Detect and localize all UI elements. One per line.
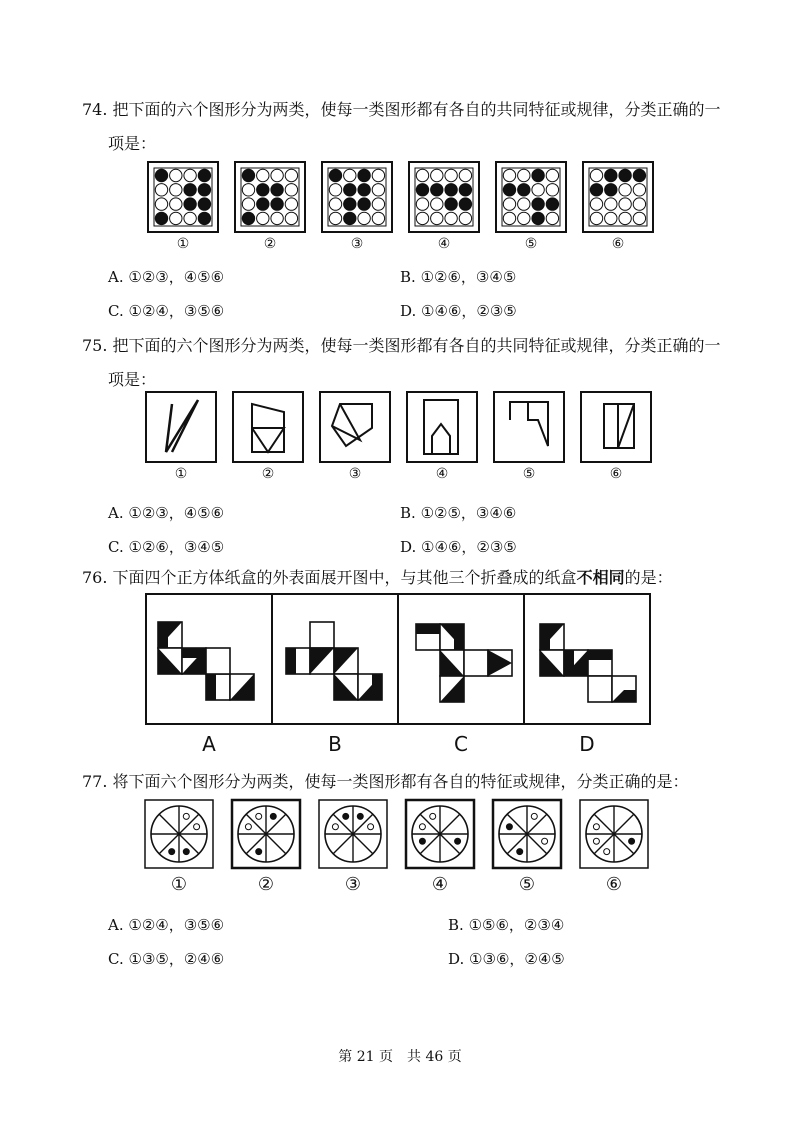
empty-dot bbox=[430, 813, 436, 819]
q75-option-c[interactable]: C. ①②⑥，③④⑤ bbox=[108, 538, 225, 556]
empty-dot bbox=[332, 824, 338, 830]
q74-stem: 把下面的六个图形分为两类，使每一类图形都有各自的共同特征或规律，分类正确的一 bbox=[112, 100, 721, 119]
q75-stem-end: 项是： bbox=[108, 370, 157, 389]
filled-dot bbox=[629, 838, 635, 844]
filled-dot bbox=[343, 813, 349, 819]
q76-stem-end: 的是： bbox=[624, 568, 673, 587]
q77-fig1 bbox=[145, 800, 213, 868]
q75-fig5-label: ⑤ bbox=[522, 466, 536, 482]
q77-fig2 bbox=[232, 800, 300, 868]
q77-option-a[interactable]: A. ①②④，③⑤⑥ bbox=[108, 916, 225, 934]
q74-fig1-label: ① bbox=[176, 236, 190, 252]
empty-dot bbox=[531, 813, 537, 819]
q74-option-a[interactable]: A. ①②③，④⑤⑥ bbox=[108, 268, 225, 286]
q77-fig3-label: ③ bbox=[344, 874, 362, 895]
filled-dot bbox=[506, 824, 512, 830]
q75-stem: 把下面的六个图形分为两类，使每一类图形都有各自的共同特征或规律，分类正确的一 bbox=[112, 336, 721, 355]
filled-dot bbox=[455, 838, 461, 844]
q74-fig3-label: ③ bbox=[350, 236, 364, 252]
filled-dot bbox=[357, 813, 363, 819]
q77-fig6-label: ⑥ bbox=[605, 874, 623, 895]
q75-fig3-label: ③ bbox=[348, 466, 362, 482]
q77-fig1-label: ① bbox=[170, 874, 188, 895]
q75-fig1-label: ① bbox=[174, 466, 188, 482]
empty-dot bbox=[194, 824, 200, 830]
empty-dot bbox=[368, 824, 374, 830]
q74-fig5-label: ⑤ bbox=[524, 236, 538, 252]
empty-dot bbox=[604, 849, 610, 855]
q76-option-d-label: D bbox=[579, 732, 595, 756]
q76-option-c-label: C bbox=[454, 732, 468, 756]
q74-stem-end: 项是： bbox=[108, 134, 157, 153]
filled-dot bbox=[419, 838, 425, 844]
q74-fig6-label: ⑥ bbox=[611, 236, 625, 252]
q75-option-b[interactable]: B. ①②⑤，③④⑥ bbox=[400, 504, 517, 522]
empty-dot bbox=[256, 813, 262, 819]
q75-fig6-label: ⑥ bbox=[609, 466, 623, 482]
q77-fig4-label: ④ bbox=[431, 874, 449, 895]
q75-fig2-label: ② bbox=[261, 466, 275, 482]
q74-number: 74. bbox=[82, 100, 108, 119]
q77-fig5-label: ⑤ bbox=[518, 874, 536, 895]
empty-dot bbox=[593, 838, 599, 844]
q74-option-d[interactable]: D. ①④⑥，②③⑤ bbox=[400, 302, 517, 320]
q76-option-a-label: A bbox=[202, 732, 216, 756]
q77-fig3 bbox=[319, 800, 387, 868]
q75-option-d[interactable]: D. ①④⑥，②③⑤ bbox=[400, 538, 517, 556]
empty-dot bbox=[419, 824, 425, 830]
q77-fig4 bbox=[406, 800, 474, 868]
q77-option-d[interactable]: D. ①③⑥，②④⑤ bbox=[448, 950, 565, 968]
q77-stem: 将下面六个图形分为两类，使每一类图形都有各自的特征或规律，分类正确的是： bbox=[112, 772, 689, 791]
filled-dot bbox=[183, 849, 189, 855]
q77-number: 77. bbox=[82, 772, 108, 791]
empty-dot bbox=[593, 824, 599, 830]
q77-fig6 bbox=[580, 800, 648, 868]
filled-dot bbox=[256, 849, 262, 855]
q75-fig4-label: ④ bbox=[435, 466, 449, 482]
empty-dot bbox=[245, 824, 251, 830]
q74-option-c[interactable]: C. ①②④，③⑤⑥ bbox=[108, 302, 225, 320]
q74-fig2-label: ② bbox=[263, 236, 277, 252]
q77-fig2-label: ② bbox=[257, 874, 275, 895]
q77-option-b[interactable]: B. ①⑤⑥，②③④ bbox=[448, 916, 565, 934]
q74-option-b[interactable]: B. ①②⑥，③④⑤ bbox=[400, 268, 517, 286]
q76-option-b-label: B bbox=[328, 732, 342, 756]
empty-dot bbox=[542, 838, 548, 844]
filled-dot bbox=[270, 813, 276, 819]
q75-option-a[interactable]: A. ①②③，④⑤⑥ bbox=[108, 504, 225, 522]
q77-fig5 bbox=[493, 800, 561, 868]
q76-number: 76. bbox=[82, 568, 108, 587]
empty-dot bbox=[183, 813, 189, 819]
filled-dot bbox=[169, 849, 175, 855]
page-footer: 第 21 页 共 46 页 bbox=[338, 1049, 462, 1065]
filled-dot bbox=[517, 849, 523, 855]
q76-stem-emphasis: 不相同 bbox=[576, 568, 625, 587]
q76-stem: 下面四个正方体纸盒的外表面展开图中，与其他三个折叠成的纸盒 bbox=[112, 568, 577, 587]
q74-fig4-label: ④ bbox=[437, 236, 451, 252]
q77-option-c[interactable]: C. ①③⑤，②④⑥ bbox=[108, 950, 225, 968]
q75-number: 75. bbox=[82, 336, 108, 355]
